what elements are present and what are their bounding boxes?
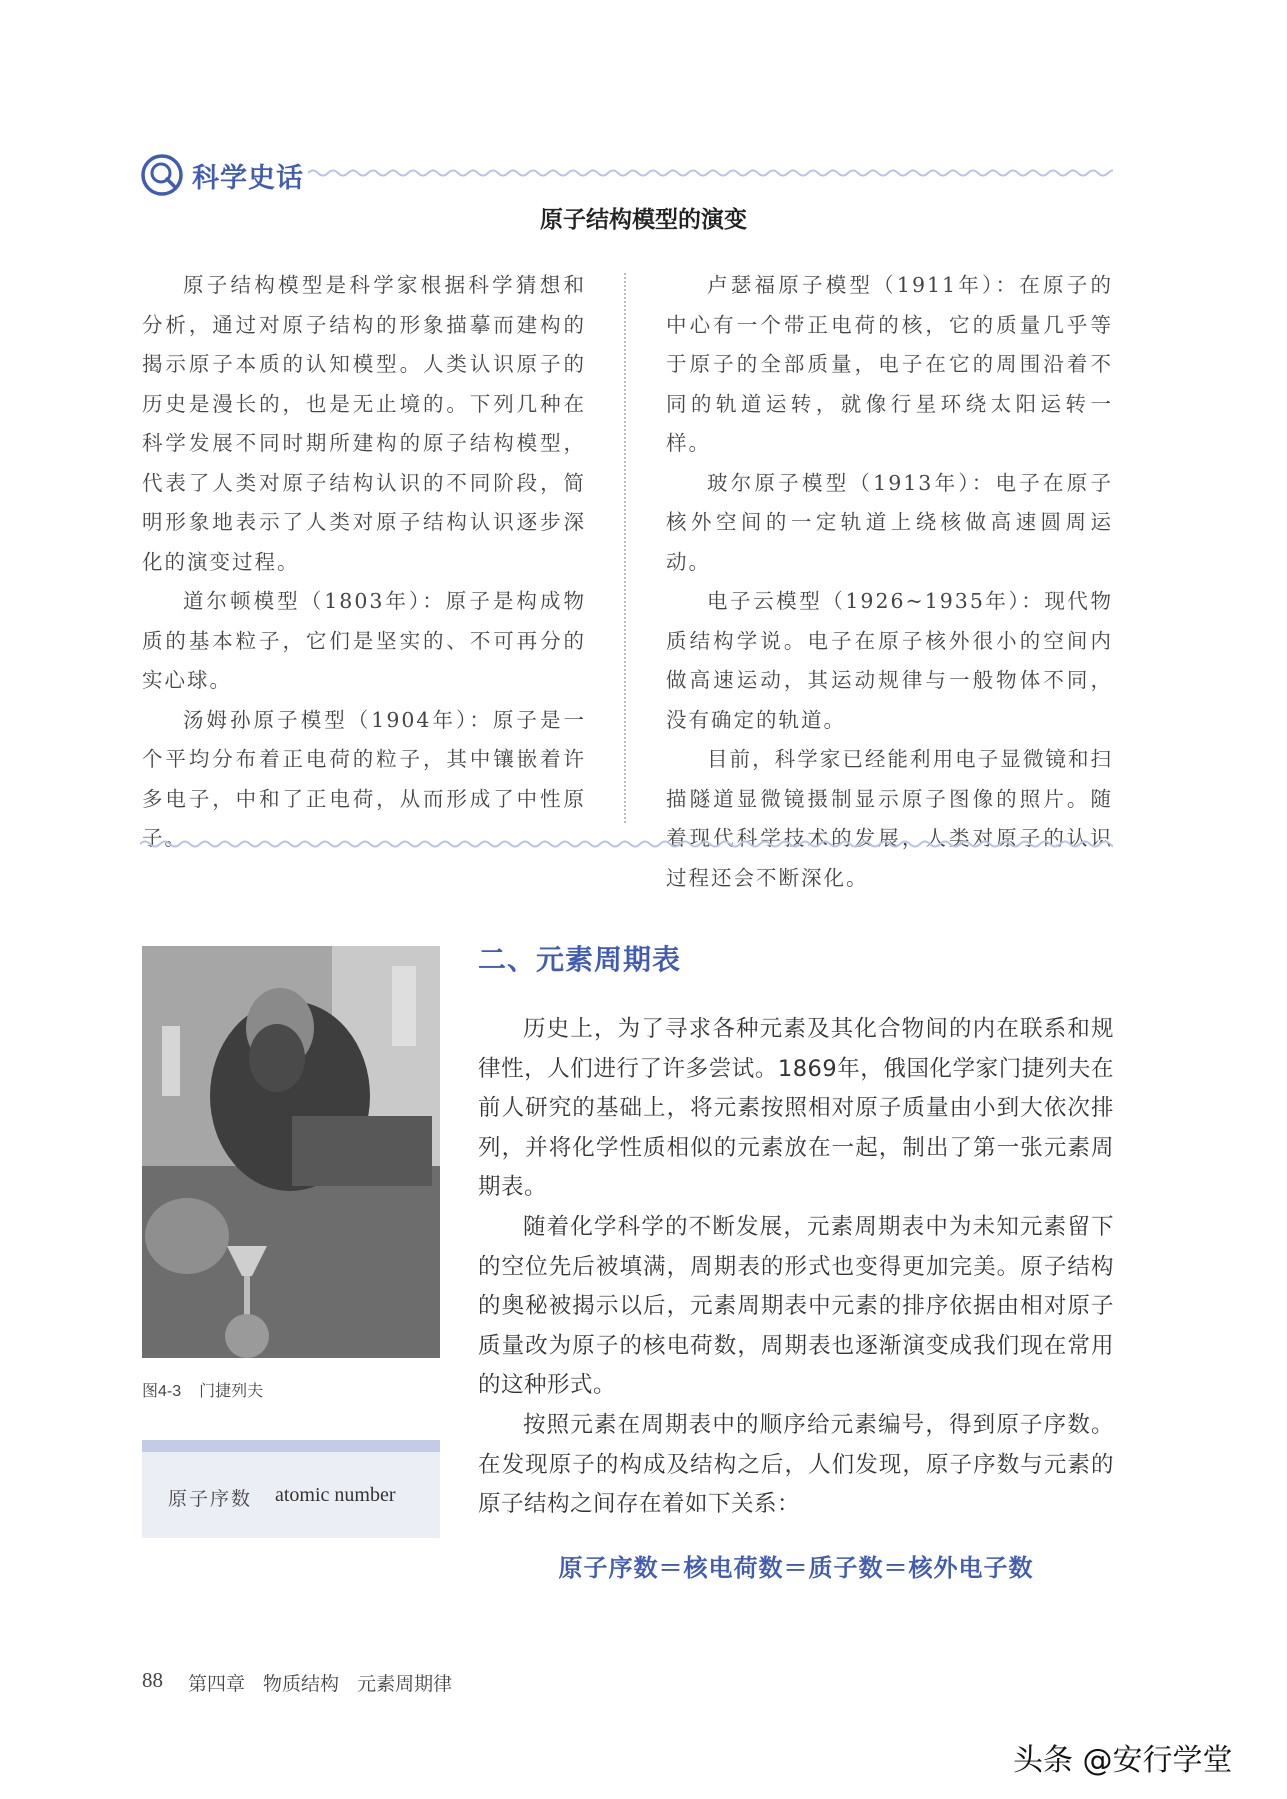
right-paragraph: 玻尔原子模型（1913年）：电子在原子核外空间的一定轨道上绕核做高速圆周运动。 <box>666 470 1113 574</box>
left-paragraph: 汤姆孙原子模型（1904年）：原子是一个平均分布着正电荷的粒子，其中镶嵌着许多电子，中和了正电荷，从而形成了中性原子。 <box>142 707 586 850</box>
section-label: 科学史话 <box>192 163 304 194</box>
mendeleev-portrait <box>142 946 440 1358</box>
wave-line <box>308 171 1113 176</box>
left-paragraph: 原子结构模型是科学家根据科学猜想和分析，通过对原子结构的形象描摹而建构的揭示原子本质的认知模型。人类认识原子的历史是漫长的，也是无止境的。下列几种在科学发展不同时期所建构的原子结构模型，代表了人类对原子结构认识的不同阶段，简明形象地表示了人类对原子结构认识逐步深化的演变过程。 <box>142 273 586 574</box>
body-paragraph: 按照元素在周期表中的顺序给元素编号，得到原子序数。在发现原子的构成及结构之后，人们发现，原子序数与元素的原子结构之间存在着如下关系： <box>478 1411 1114 1518</box>
atomic-number-formula: 原子序数＝核电荷数＝质子数＝核外电子数 <box>558 1554 1034 1582</box>
right-column <box>666 266 1113 898</box>
chapter-title: 第四章 物质结构 元素周期律 <box>188 1673 453 1695</box>
figure-caption <box>142 1378 263 1401</box>
term-english: atomic number <box>275 1484 396 1506</box>
section-heading: 二、元素周期表 <box>478 943 682 976</box>
figure-caption-text: 门捷列夫 <box>199 1381 264 1400</box>
watermark: 头条 @安行学堂 <box>1013 1743 1233 1778</box>
wave-line <box>140 842 1113 847</box>
page-number: 88 <box>142 1668 163 1692</box>
portrait-illustration <box>142 946 440 1358</box>
right-paragraph: 目前，科学家已经能利用电子显微镜和扫描隧道显微镜摄制显示原子图像的照片。随着现代科学技术的发展，人类对原子的认识过程还会不断深化。 <box>666 747 1113 890</box>
magnifier-book-icon <box>140 153 184 197</box>
left-paragraph: 道尔顿模型（1803年）：原子是构成物质的基本粒子，它们是坚实的、不可再分的实心球。 <box>142 589 586 692</box>
body-text <box>478 1010 1114 1525</box>
body-paragraph: 历史上，为了寻求各种元素及其化合物间的内在联系和规律性，人们进行了许多尝试。1869年，俄国化学家门捷列夫在前人研究的基础上，将元素按照相对原子质量由小到大依次排列，并将化学性质相似的元素放在一起，制出了第一张元素周期表。 <box>478 1016 1114 1201</box>
box-title: 原子结构模型的演变 <box>540 207 747 233</box>
column-divider <box>624 273 626 823</box>
wave-divider-top <box>308 167 1113 179</box>
term-chinese: 原子序数 <box>168 1488 253 1510</box>
figure-number: 图4-3 <box>142 1383 182 1400</box>
body-paragraph: 随着化学科学的不断发展，元素周期表中为未知元素留下的空位先后被填满，周期表的形式也变得更加完美。原子结构的奥秘被揭示以后，元素周期表中元素的排序依据由相对原子质量改为原子的核电荷数，周期表也逐渐演变成我们现在常用的这种形式。 <box>478 1213 1114 1399</box>
wave-divider-bottom <box>140 838 1113 850</box>
right-paragraph: 卢瑟福原子模型（1911年）：在原子的中心有一个带正电荷的核，它的质量几乎等于原子的全部质量，电子在它的周围沿着不同的轨道运转，就像行星环绕太阳运转一样。 <box>666 273 1113 455</box>
right-paragraph: 电子云模型（1926~1935年）：现代物质结构学说。电子在原子核外很小的空间内做高速运动，其运动规律与一般物体不同，没有确定的轨道。 <box>666 589 1113 732</box>
left-column <box>142 266 586 859</box>
